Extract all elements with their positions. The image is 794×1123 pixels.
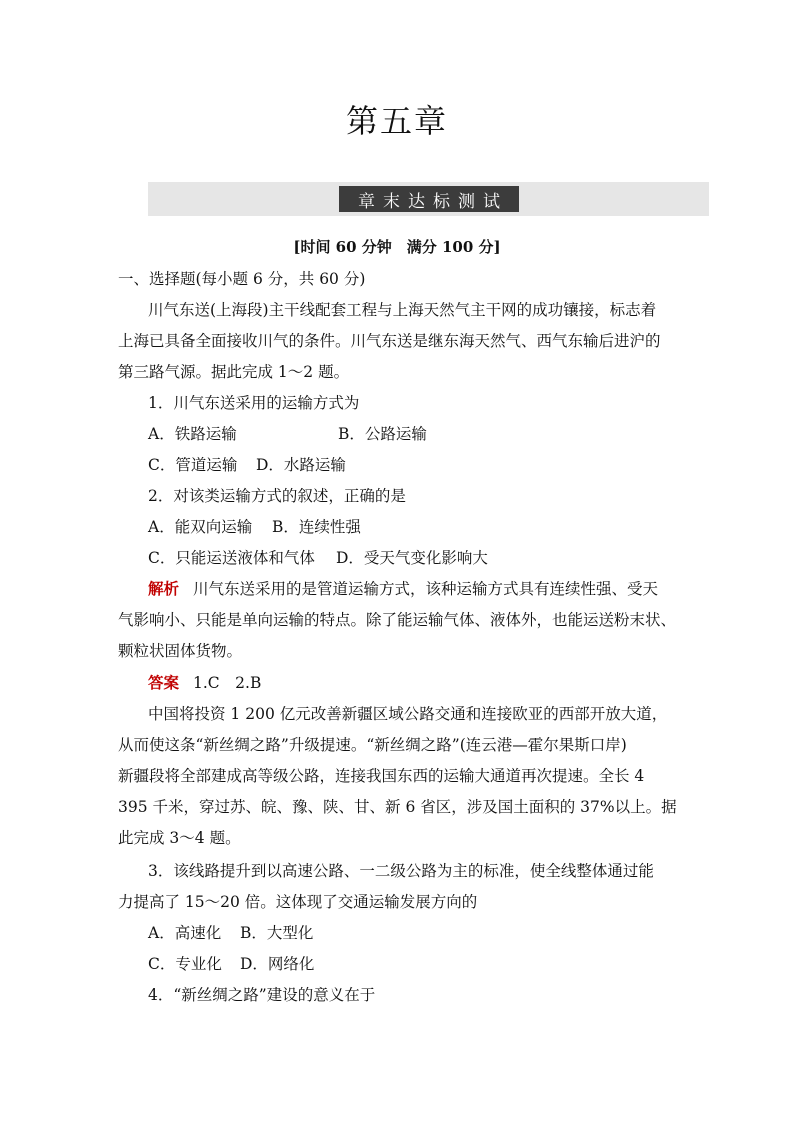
q3-option-b: B．大型化 xyxy=(240,924,314,942)
q3-stem-line-1: 3．该线路提升到以高速公路、一二级公路为主的标准，使全线整体通过能 xyxy=(148,862,654,880)
analysis-line-2: 气影响小、只能是单向运输的特点。除了能运输气体、液体外，也能运送粉末状、 xyxy=(118,611,677,629)
q2-option-a: A．能双向运输 xyxy=(148,518,253,536)
q4-stem: 4．“新丝绸之路”建设的意义在于 xyxy=(148,986,376,1004)
q2-option-d: D．受天气变化影响大 xyxy=(336,549,488,567)
q3-option-d: D．网络化 xyxy=(240,955,315,973)
q3-option-a: A．高速化 xyxy=(148,924,222,942)
answer-line xyxy=(148,672,261,694)
section-title: 一、选择题(每小题 6 分，共 60 分) xyxy=(118,270,366,288)
analysis-line-3: 颗粒状固体货物。 xyxy=(118,642,243,660)
answer-label: 答案 xyxy=(148,673,180,692)
q2-option-c: C．只能运送液体和气体 xyxy=(148,549,315,567)
analysis-line-1 xyxy=(148,578,658,600)
passage2-line-3: 新疆段将全部建成高等级公路，连接我国东西的运输大通道再次提速。全长 4 xyxy=(118,767,645,785)
passage2-line-2: 从而使这条“新丝绸之路”升级提速。“新丝绸之路”(连云港—霍尔果斯口岸) xyxy=(118,736,627,754)
passage1-line-2: 上海已具备全面接收川气的条件。川气东送是继东海天然气、西气东输后进沪的 xyxy=(118,332,661,350)
q3-stem-line-2: 力提高了 15～20 倍。这体现了交通运输发展方向的 xyxy=(118,893,478,911)
q2-option-b: B．连续性强 xyxy=(272,518,361,536)
q1-option-d: D．水路运输 xyxy=(256,456,346,474)
analysis-label: 解析 xyxy=(148,579,180,598)
passage2-line-4: 395 千米，穿过苏、皖、豫、陕、甘、新 6 省区，涉及国土面积的 37%以上。据 xyxy=(118,798,677,816)
q1-option-a: A．铁路运输 xyxy=(148,425,237,443)
analysis-text-1: 川气东送采用的是管道运输方式，该种运输方式具有连续性强、受天 xyxy=(193,580,659,598)
passage2-line-5: 此完成 3～4 题。 xyxy=(118,829,241,847)
passage1-line-1: 川气东送(上海段)主干线配套工程与上海天然气主干网的成功镶接，标志着 xyxy=(148,301,657,319)
chapter-title: 第五章 xyxy=(345,102,448,140)
q2-stem: 2．对该类运输方式的叙述，正确的是 xyxy=(148,487,406,505)
answer-text: 1.C 2.B xyxy=(193,674,262,692)
passage2-line-1: 中国将投资 1 200 亿元改善新疆区域公路交通和连接欧亚的西部开放大道， xyxy=(148,705,668,723)
banner-label: 章末达标测试 xyxy=(339,186,519,212)
exam-meta: [时间 60 分钟 满分 100 分] xyxy=(293,238,501,256)
q3-option-c: C．专业化 xyxy=(148,955,222,973)
q1-stem: 1．川气东送采用的运输方式为 xyxy=(148,394,360,412)
q1-option-b: B．公路运输 xyxy=(338,425,427,443)
q1-option-c: C．管道运输 xyxy=(148,456,238,474)
passage1-line-3: 第三路气源。据此完成 1～2 题。 xyxy=(118,363,350,381)
